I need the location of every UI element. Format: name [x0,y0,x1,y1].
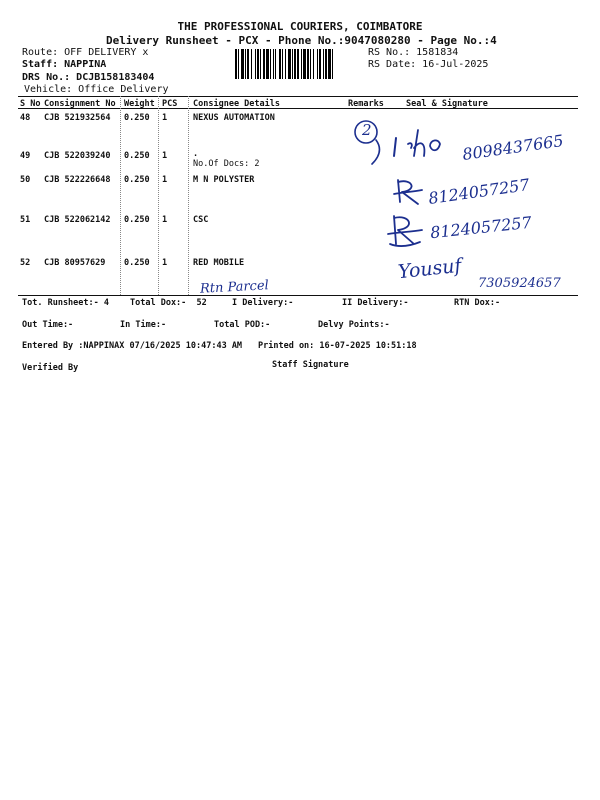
remark-circle-number: 2 [362,121,372,139]
table-row-sno: 52 [20,258,31,268]
ii-delivery: II Delivery:- [342,298,409,308]
route-text: Route: OFF DELIVERY x [22,47,149,58]
table-row-pcs: 1 [162,113,168,123]
total-dox: Total Dox:- 52 [130,298,207,308]
header-seal-signature: Seal & Signature [406,99,488,109]
delvy-points: Delvy Points:- [318,320,390,330]
out-time: Out Time:- [22,320,74,330]
header-consignee: Consignee Details [193,99,280,109]
rs-date: RS Date: 16-Jul-2025 [368,59,489,70]
table-row-weight: 0.250 [124,175,150,185]
rs-number: RS No.: 1581834 [368,47,459,58]
table-row-consignment: CJB 522226648 [44,175,111,185]
signature-row-50 [392,176,426,206]
col-divider-pcs [158,96,159,295]
table-row-weight: 0.250 [124,258,150,268]
signature-row-48 [390,126,460,162]
table-row-consignment: CJB 521932564 [44,113,111,123]
entered-by: Entered By :NAPPINAX 07/16/2025 10:47:43 AM [22,341,243,351]
i-delivery: I Delivery:- [232,298,294,308]
table-row-sno: 50 [20,175,31,185]
staff-signature: Staff Signature [272,360,349,370]
runsheet-subtitle: Delivery Runsheet - PCX - Phone No.:9047080280 - Page No.:4 [106,34,497,47]
tot-runsheet: Tot. Runsheet:- 4 [22,298,109,308]
table-top-rule [18,96,578,97]
total-pod: Total POD:- [214,320,271,330]
printed-on: Printed on: 16-07-2025 10:51:18 [258,341,417,351]
col-divider-details [188,96,189,295]
table-row-pcs: 1 [162,175,168,185]
drs-number: DRS No.: DCJB158183404 [22,72,155,83]
rtn-dox: RTN Dox:- [454,298,501,308]
table-row-weight: 0.250 [124,215,150,225]
table-row-consignee: M N POLYSTER [193,175,255,185]
handwritten-rtn-parcel: Rtn Parcel [199,278,270,297]
table-row-consignment: CJB 522039240 [44,151,111,161]
col-divider-weight [120,96,121,295]
signature-row-51 [386,210,426,250]
table-row-pcs: 1 [162,151,168,161]
vehicle-text: Vehicle: Office Delivery [24,84,169,95]
handwritten-phone-50: 8124057257 [427,175,531,208]
table-row-sno: 49 [20,151,31,161]
table-row-consignee: RED MOBILE [193,258,245,268]
header-pcs: PCS [162,99,178,109]
table-row-doc-count: No.Of Docs: 2 [193,159,260,169]
company-title: THE PROFESSIONAL COURIERS, COIMBATORE [177,20,423,33]
table-row-consignee: . [193,149,199,159]
table-row-weight: 0.250 [124,113,150,123]
table-row-pcs: 1 [162,215,168,225]
table-bottom-rule [18,295,578,296]
table-row-pcs: 1 [162,258,168,268]
barcode [235,49,363,79]
table-row-sno: 48 [20,113,31,123]
table-row-weight: 0.250 [124,151,150,161]
handwritten-name-52: Yousuf [397,254,463,284]
table-row-consignee: NEXUS AUTOMATION [193,113,275,123]
table-row-consignment: CJB 522062142 [44,215,111,225]
staff-text: Staff: NAPPINA [22,59,107,70]
handwritten-phone-51: 8124057257 [429,212,533,243]
header-remarks: Remarks [348,99,384,109]
in-time: In Time:- [120,320,167,330]
table-row-sno: 51 [20,215,31,225]
header-consignment: Consignment No [44,99,116,109]
table-row-consignment: CJB 80957629 [44,258,106,268]
table-row-consignee: CSC [193,215,209,225]
verified-by: Verified By [22,363,79,373]
header-sno: S No [20,99,41,109]
handwritten-phone-48: 8098437665 [461,131,565,164]
handwritten-phone-52: 7305924657 [478,276,561,291]
header-weight: Weight [124,99,155,109]
